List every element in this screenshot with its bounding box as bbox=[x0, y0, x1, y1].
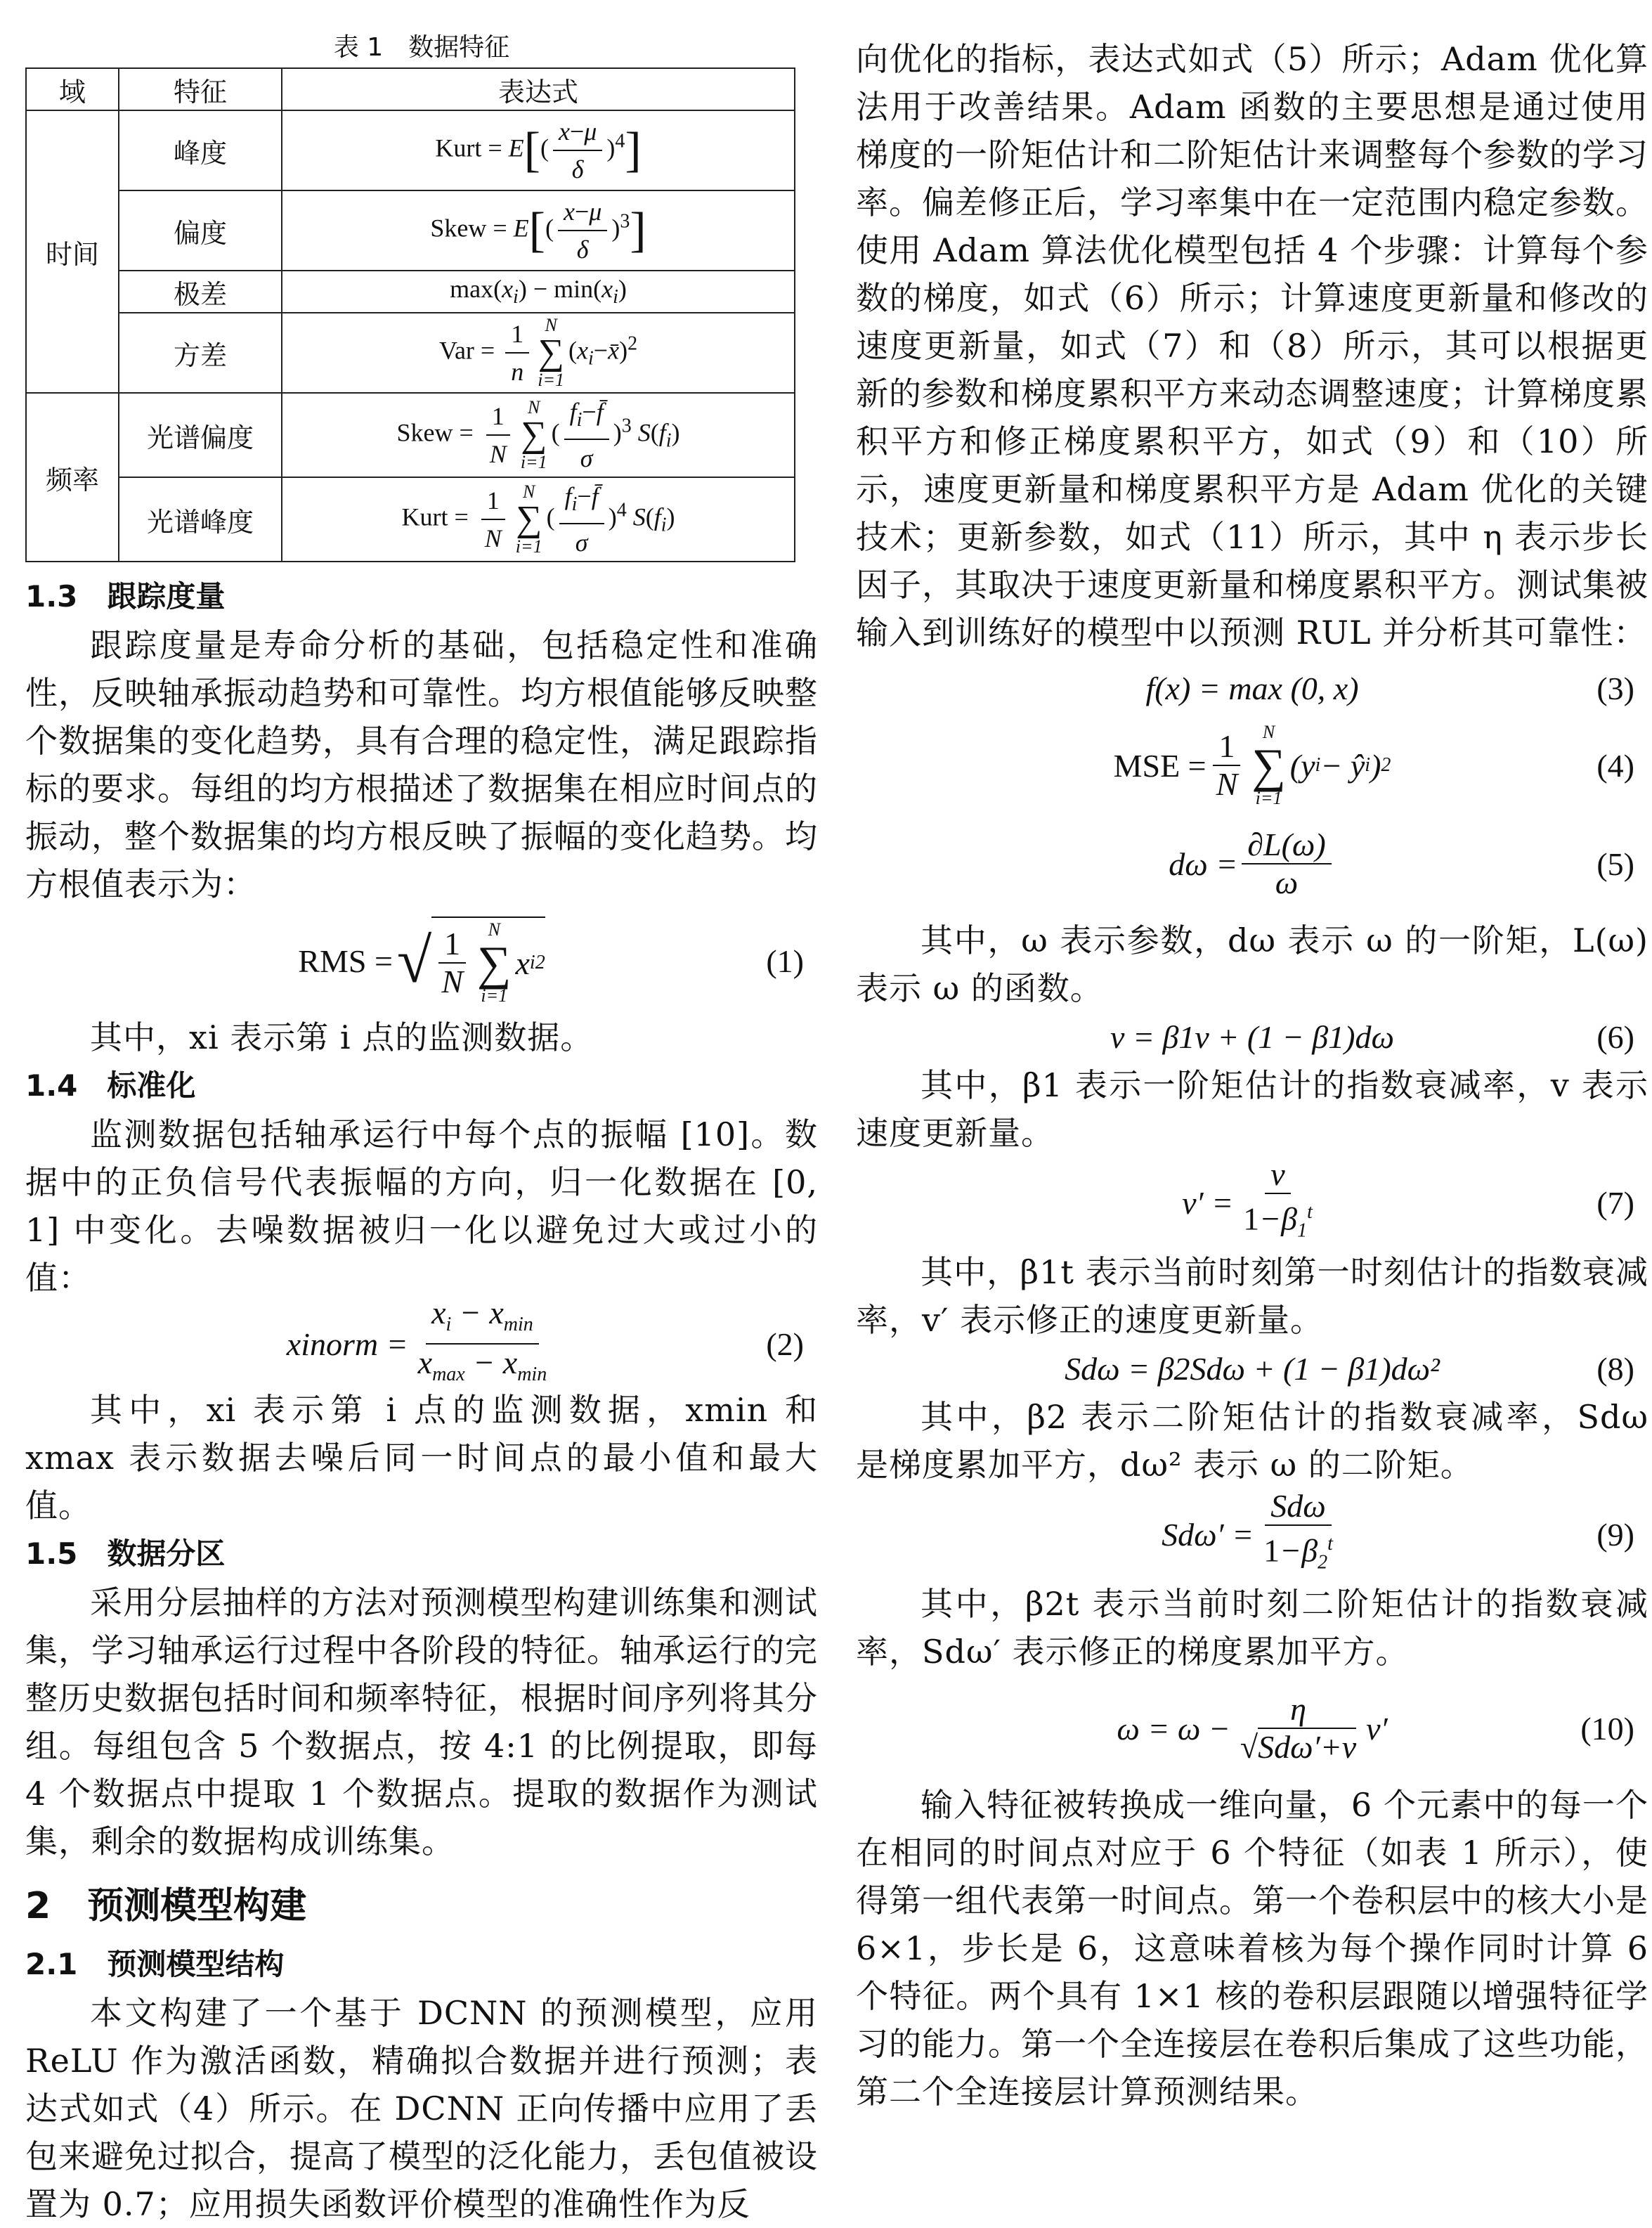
section-heading: 1.5 数据分区 bbox=[25, 1536, 226, 1572]
feature-cell: 峰度 bbox=[119, 110, 282, 190]
equation-lhs: v′ = bbox=[1182, 1184, 1234, 1221]
left-column bbox=[25, 0, 818, 2228]
feature-cell: 光谱偏度 bbox=[119, 393, 282, 477]
paragraph: 其中，xi 表示第 i 点的监测数据，xmin 和 xmax 表示数据去噪后同一时间点的最小值和最大值。 bbox=[25, 1391, 818, 1525]
feature-cell: 方差 bbox=[119, 313, 282, 393]
paragraph: 其中，β1 表示一阶矩估计的指数衰减率，v 表示速度更新量。 bbox=[856, 1066, 1648, 1152]
paragraph: 其中，β1t 表示当前时刻第一时刻估计的指数衰减率，v′ 表示修正的速度更新量。 bbox=[856, 1253, 1648, 1339]
table-row bbox=[26, 477, 795, 562]
equation-7: v′ = $\frac{v}{1-\beta_1^t}$ (7) bbox=[1182, 1155, 1634, 1242]
table-header-row bbox=[26, 68, 795, 110]
equation-1: RMS = √ $\frac{1}{N}$ N ∑ i=1 x i 2 (1) bbox=[25, 908, 818, 1013]
expression-lhs: Kurt = bbox=[435, 134, 509, 162]
equation-lhs: dω = bbox=[1169, 846, 1238, 882]
equation-8 bbox=[856, 1344, 1648, 1393]
expression-cell: $\max(x_i) - \min(x_i)$ bbox=[282, 271, 795, 313]
section-heading: 2 预测模型构建 bbox=[25, 1885, 307, 1928]
paragraph: 其中，xi 表示第 i 点的监测数据。 bbox=[90, 1018, 594, 1057]
equation-2: xinorm = $\frac{x_i - x_{min}}{x_{max} - x_{min}}$ (2) bbox=[286, 1295, 804, 1386]
equation-5: dω = $\frac{\partial L(\omega)}{\omega}$ (5) bbox=[1169, 827, 1634, 900]
table-row bbox=[26, 313, 795, 393]
feature-cell: 偏度 bbox=[119, 190, 282, 271]
table-header-cell: 域 bbox=[26, 68, 119, 110]
section-heading: 2.1 预测模型结构 bbox=[25, 1947, 285, 1982]
paragraph: 本文构建了一个基于 DCNN 的预测模型，应用 ReLU 作为激活函数，精确拟合数据并进行预测；表达式如式（4）所示。在 DCNN 正向传播中应用了丢包来避免过拟合，提高了模型的泛化能力，丢包值被设置为 0.7；应用损失函数评价模型的准确性作为反 bbox=[25, 1994, 818, 2224]
feature-cell: 光谱峰度 bbox=[119, 477, 282, 562]
equation-body: f(x) = max (0, x) bbox=[1145, 670, 1359, 706]
equation-number: (9) bbox=[1596, 1516, 1634, 1553]
domain-cell: 时间 bbox=[26, 110, 119, 393]
section-heading: 1.4 标准化 bbox=[25, 1068, 196, 1103]
equation-number: (1) bbox=[766, 943, 804, 979]
equation-10: ω = ω − $\frac{\eta}{\text{√Sdω′+v}}$ v′ (10) bbox=[1117, 1691, 1634, 1765]
equation-number: (5) bbox=[1596, 846, 1634, 882]
paragraph: 监测数据包括轴承运行中每个点的振幅 [10]。数据中的正负信号代表振幅的方向，归一化数据在 [0, 1] 中变化。去噪数据被归一化以避免过大或过小的值： bbox=[25, 1115, 818, 1297]
table-header-cell: 特征 bbox=[119, 68, 282, 110]
paragraph: 向优化的指标，表达式如式（5）所示；Adam 优化算法用于改善结果。Adam 函数的主要思想是通过使用梯度的一阶矩估计和二阶矩估计来调整每个参数的学习率。偏差修正后，学习率集中在一定范围内稳定参数。使用 Adam 算法优化模型包括 4 个步骤：计算每个参数的梯度，如式（6）所示；计算速度更新量和修改的速度更新量，如式（7）和（8）所示，其可以根据更新的参数和梯度累积平方来动态调整速度；计算梯度累积平方和修正梯度累积平方，如式（9）和（10）所示，速度更新量和梯度累积平方是 Adam 优化的关键技术；更新参数，如式（11）所示，其中 η 表示步长因子，其取决于速度更新量和梯度累积平方。测试集被输入到训练好的模型中以预测 RUL 并分析其可靠性： bbox=[856, 40, 1648, 652]
equation-lhs: ω = ω − bbox=[1117, 1710, 1230, 1747]
equation-lhs: Sdω′ = bbox=[1162, 1516, 1254, 1553]
equation-lhs: MSE = bbox=[1113, 747, 1207, 784]
equation-lhs: xinorm = bbox=[286, 1326, 408, 1362]
paragraph: 其中，β2t 表示当前时刻二阶矩估计的指数衰减率，Sdω′ 表示修正的梯度累加平方。 bbox=[856, 1585, 1648, 1671]
table-caption: 表 1 数据特征 bbox=[333, 33, 510, 62]
table-header-cell: 表达式 bbox=[282, 68, 795, 110]
equation-number: (3) bbox=[1596, 670, 1634, 706]
table-row bbox=[26, 190, 795, 271]
equation-number: (10) bbox=[1580, 1710, 1634, 1747]
expression-lhs: Skew = bbox=[430, 214, 514, 242]
equation-number: (2) bbox=[766, 1326, 804, 1362]
paragraph: 采用分层抽样的方法对预测模型构建训练集和测试集，学习轴承运行过程中各阶段的特征。轴承运行的完整历史数据包括时间和频率特征，根据时间序列将其分组。每组包含 5 个数据点，按 4:1 的比例提取，即每 4 个数据点中提取 1 个数据点。提取的数据作为测试集，剩余的数据构成训练集。 bbox=[25, 1583, 818, 1861]
expression-cell: Kurt = $\frac{1}{N}$ N ∑ i=1 ( $\frac{f_i-f̄}{\sigma}$ )$^4$ $S(f_i)$ bbox=[282, 477, 795, 562]
table-row bbox=[26, 110, 795, 190]
table-row bbox=[26, 271, 795, 313]
equation-3 bbox=[856, 656, 1648, 720]
expression-cell: Kurt = E[( $\frac{x-\mu}{\delta}$ )$^4$] bbox=[282, 110, 795, 190]
expression-cell: Var = $\frac{1}{n}$ N ∑ i=1 $(x_i-x̄)^2$ bbox=[282, 313, 795, 393]
equation-4: MSE = $\frac{1}{N}$ N ∑ i=1 (y i − ŷ i ) 2 (4) bbox=[1113, 722, 1634, 808]
expression-lhs: Kurt = bbox=[401, 503, 475, 531]
paragraph: 跟踪度量是寿命分析的基础，包括稳定性和准确性，反映轴承振动趋势和可靠性。均方根值能够反映整个数据集的变化趋势，具有合理的稳定性，满足跟踪指标的要求。每组的均方根描述了数据集在相应时间点的振动，整个数据集的均方根反映了振幅的变化趋势。均方根值表示为： bbox=[25, 626, 818, 904]
feature-table bbox=[25, 67, 795, 562]
equation-number: (6) bbox=[1596, 1018, 1634, 1055]
paragraph: 输入特征被转换成一维向量，6 个元素中的每一个在相同的时间点对应于 6 个特征（如表 1 所示），使得第一组代表第一时间点。第一个卷积层中的核大小是 6×1，步长是 6，这意味着核为每个操作同时计算 6 个特征。两个具有 1×1 核的卷积层跟随以增强特征学习的能力。第一个全连接层在卷积后集成了这些功能，第二个全连接层计算预测结果。 bbox=[856, 1786, 1648, 2111]
equation-number: (8) bbox=[1596, 1350, 1634, 1387]
expression-cell: Skew = $\frac{1}{N}$ N ∑ i=1 ( $\frac{f_i-f̄}{\sigma}$ )$^3$ $S(f_i)$ bbox=[282, 393, 795, 477]
equation-lhs: RMS = bbox=[298, 943, 393, 979]
paragraph: 其中，β2 表示二阶矩估计的指数衰减率，Sdω 是梯度累加平方，dω² 表示 ω 的二阶矩。 bbox=[856, 1398, 1648, 1484]
expression-lhs: Skew = bbox=[396, 418, 480, 447]
equation-9: Sdω′ = $\frac{\text{Sdω}}{1-\beta_2^t}$ (9) bbox=[1162, 1487, 1634, 1574]
expression-lhs: Var = bbox=[438, 336, 502, 365]
right-column bbox=[856, 0, 1648, 2116]
domain-cell: 频率 bbox=[26, 393, 119, 562]
equation-body: Sdω = β2Sdω + (1 − β1)dω² bbox=[1065, 1350, 1440, 1387]
equation-6 bbox=[856, 1012, 1648, 1061]
feature-cell: 极差 bbox=[119, 271, 282, 313]
expression-cell: Skew = E[( $\frac{x-\mu}{\delta}$ )$^3$] bbox=[282, 190, 795, 271]
equation-rhs: v′ bbox=[1366, 1710, 1388, 1747]
equation-number: (4) bbox=[1596, 747, 1634, 784]
equation-number: (7) bbox=[1596, 1184, 1634, 1221]
equation-body: v = β1v + (1 − β1)dω bbox=[1110, 1018, 1394, 1055]
paragraph: 其中，ω 表示参数，dω 表示 ω 的一阶矩，L(ω) 表示 ω 的函数。 bbox=[856, 921, 1648, 1007]
table-row bbox=[26, 393, 795, 477]
section-heading: 1.3 跟踪度量 bbox=[25, 579, 226, 614]
